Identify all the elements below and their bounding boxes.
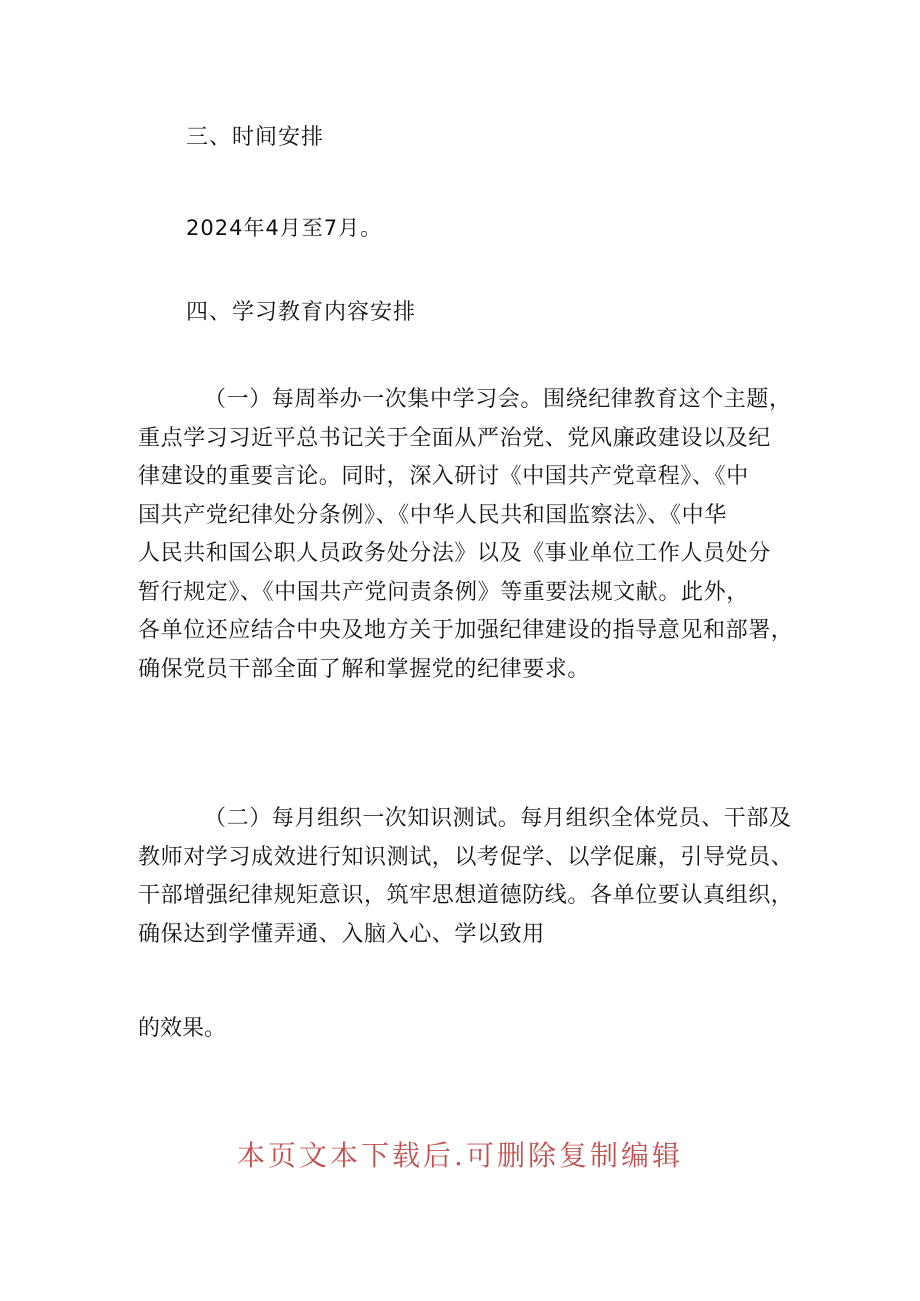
paragraph-1	[138, 381, 794, 689]
paragraph-1-line: 重点学习习近平总书记关于全面从严治党、党风廉政建设以及纪	[138, 425, 771, 451]
paragraph-2-tail: 的效果。	[138, 1016, 227, 1041]
paragraph-1-line: 律建设的重要言论。同时，深入研讨《中国共产党章程》、《中	[138, 464, 749, 489]
paragraph-1-line: 各单位还应结合中央及地方关于加强纪律建设的指导意见和部署，	[138, 618, 794, 643]
section3-heading: 三、时间安排	[186, 125, 325, 150]
paragraph-1-line: 确保党员干部全面了解和掌握党的纪律要求。	[138, 656, 591, 682]
paragraph-1-line: （一）每周举办一次集中学习会。围绕纪律教育这个主题，	[204, 387, 792, 412]
paragraph-2-line: 教师对学习成效进行知识测试，以考促学、以学促廉，引导党员、	[138, 844, 794, 870]
section3-date: 2024年4月至7月。	[186, 216, 383, 240]
paragraph-2	[138, 800, 794, 954]
watermark-notice: 本页文本下载后.可删除复制编辑	[237, 1139, 683, 1172]
section4-heading: 四、学习教育内容安排	[186, 300, 417, 325]
paragraph-2-line: （二）每月组织一次知识测试。每月组织全体党员、干部及	[204, 806, 792, 831]
paragraph-1-line: 人民共和国公职人员政务处分法》以及《事业单位工作人员处分	[138, 541, 771, 566]
paragraph-2-line: 确保达到学懂弄通、入脑入心、学以致用	[138, 921, 545, 947]
paragraph-1-line: 国共产党纪律处分条例》、《中华人民共和国监察法》、《中华	[138, 502, 727, 528]
paragraph-2-line: 干部增强纪律规矩意识，筑牢思想道德防线。各单位要认真组织，	[138, 883, 794, 908]
paragraph-1-line: 暂行规定》、《中国共产党问责条例》等重要法规文献。此外，	[138, 579, 749, 605]
